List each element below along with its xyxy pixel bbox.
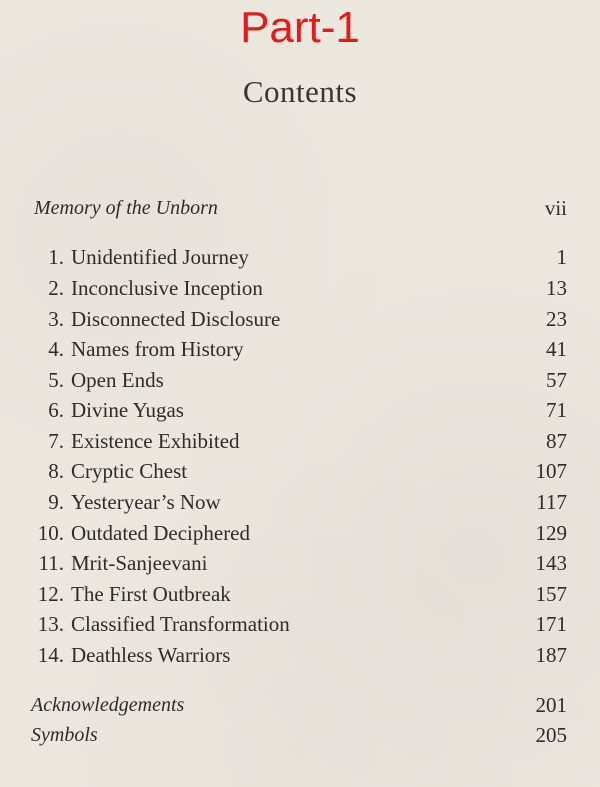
chapter-title: Open Ends <box>71 368 164 392</box>
chapter-title: Classified Transformation <box>71 612 290 636</box>
toc-entry-chapter <box>0 487 600 517</box>
chapter-number: 12. <box>37 582 64 606</box>
chapter-title: Outdated Deciphered <box>71 521 251 545</box>
chapter-page: 157 <box>535 582 567 606</box>
chapter-title: Yesteryear’s Now <box>71 490 221 514</box>
chapter-number: 10. <box>37 521 64 545</box>
toc-entry-chapter <box>0 518 600 548</box>
chapter-page: 71 <box>546 398 567 422</box>
chapter-page: 187 <box>535 643 567 667</box>
chapter-page: 23 <box>546 307 567 331</box>
chapter-number: 2. <box>48 276 64 300</box>
chapter-page: 143 <box>535 551 567 575</box>
page-title: Contents <box>242 74 358 109</box>
chapter-number: 9. <box>48 490 64 514</box>
chapter-page: 129 <box>535 521 567 545</box>
chapter-page: 57 <box>546 368 567 392</box>
toc-entry-chapter <box>0 273 600 303</box>
toc-entry-front-matter <box>0 193 600 223</box>
chapter-title: Disconnected Disclosure <box>71 307 281 331</box>
chapter-number: 11. <box>38 551 64 575</box>
toc-entry-chapter <box>0 548 600 578</box>
chapter-number: 6. <box>48 398 64 422</box>
chapter-number: 14. <box>37 643 64 667</box>
chapter-title: Divine Yugas <box>71 398 184 422</box>
chapter-page: 13 <box>546 276 567 300</box>
toc-entry-chapter <box>0 426 600 456</box>
toc-entry-chapter <box>0 579 600 609</box>
chapter-number: 5. <box>48 368 64 392</box>
chapter-number: 3. <box>48 307 64 331</box>
chapter-title: Deathless Warriors <box>71 643 231 667</box>
toc-entry-back-matter <box>0 690 600 720</box>
chapter-number: 13. <box>37 612 64 636</box>
toc-entry-chapter <box>0 304 600 334</box>
chapter-title: Unidentified Journey <box>71 245 249 269</box>
chapter-page: 107 <box>535 459 567 483</box>
chapter-page: 1 <box>556 245 567 269</box>
toc-entry-chapter <box>0 334 600 364</box>
toc-entry-title: Memory of the Unborn <box>34 197 218 219</box>
toc-entry-page: 205 <box>535 723 567 747</box>
part-label: Part-1 <box>240 3 360 52</box>
chapter-title: Existence Exhibited <box>71 429 240 453</box>
toc-entry-chapter <box>0 395 600 425</box>
toc-entry-chapter <box>0 456 600 486</box>
chapter-page: 171 <box>535 612 567 636</box>
chapter-title: Cryptic Chest <box>71 459 188 483</box>
toc-entry-back-matter <box>0 720 600 750</box>
chapter-number: 7. <box>48 429 64 453</box>
chapter-number: 8. <box>48 459 64 483</box>
chapter-page: 117 <box>536 490 567 514</box>
toc-entry-chapter <box>0 365 600 395</box>
chapter-title: The First Outbreak <box>71 582 231 606</box>
toc-entry-page: 201 <box>535 693 567 717</box>
toc-entry-title: Symbols <box>31 724 98 746</box>
toc-entry-page: vii <box>544 196 567 220</box>
chapter-title: Names from History <box>71 337 244 361</box>
chapter-page: 41 <box>546 337 567 361</box>
toc-entry-chapter <box>0 609 600 639</box>
toc-entry-chapter <box>0 640 600 670</box>
chapter-page: 87 <box>546 429 567 453</box>
chapter-number: 1. <box>48 245 64 269</box>
chapter-title: Inconclusive Inception <box>71 276 263 300</box>
chapter-title: Mrit-Sanjeevani <box>71 551 208 575</box>
toc-entry-chapter <box>0 242 600 272</box>
chapter-number: 4. <box>48 337 64 361</box>
toc-entry-title: Acknowledgements <box>31 694 185 716</box>
